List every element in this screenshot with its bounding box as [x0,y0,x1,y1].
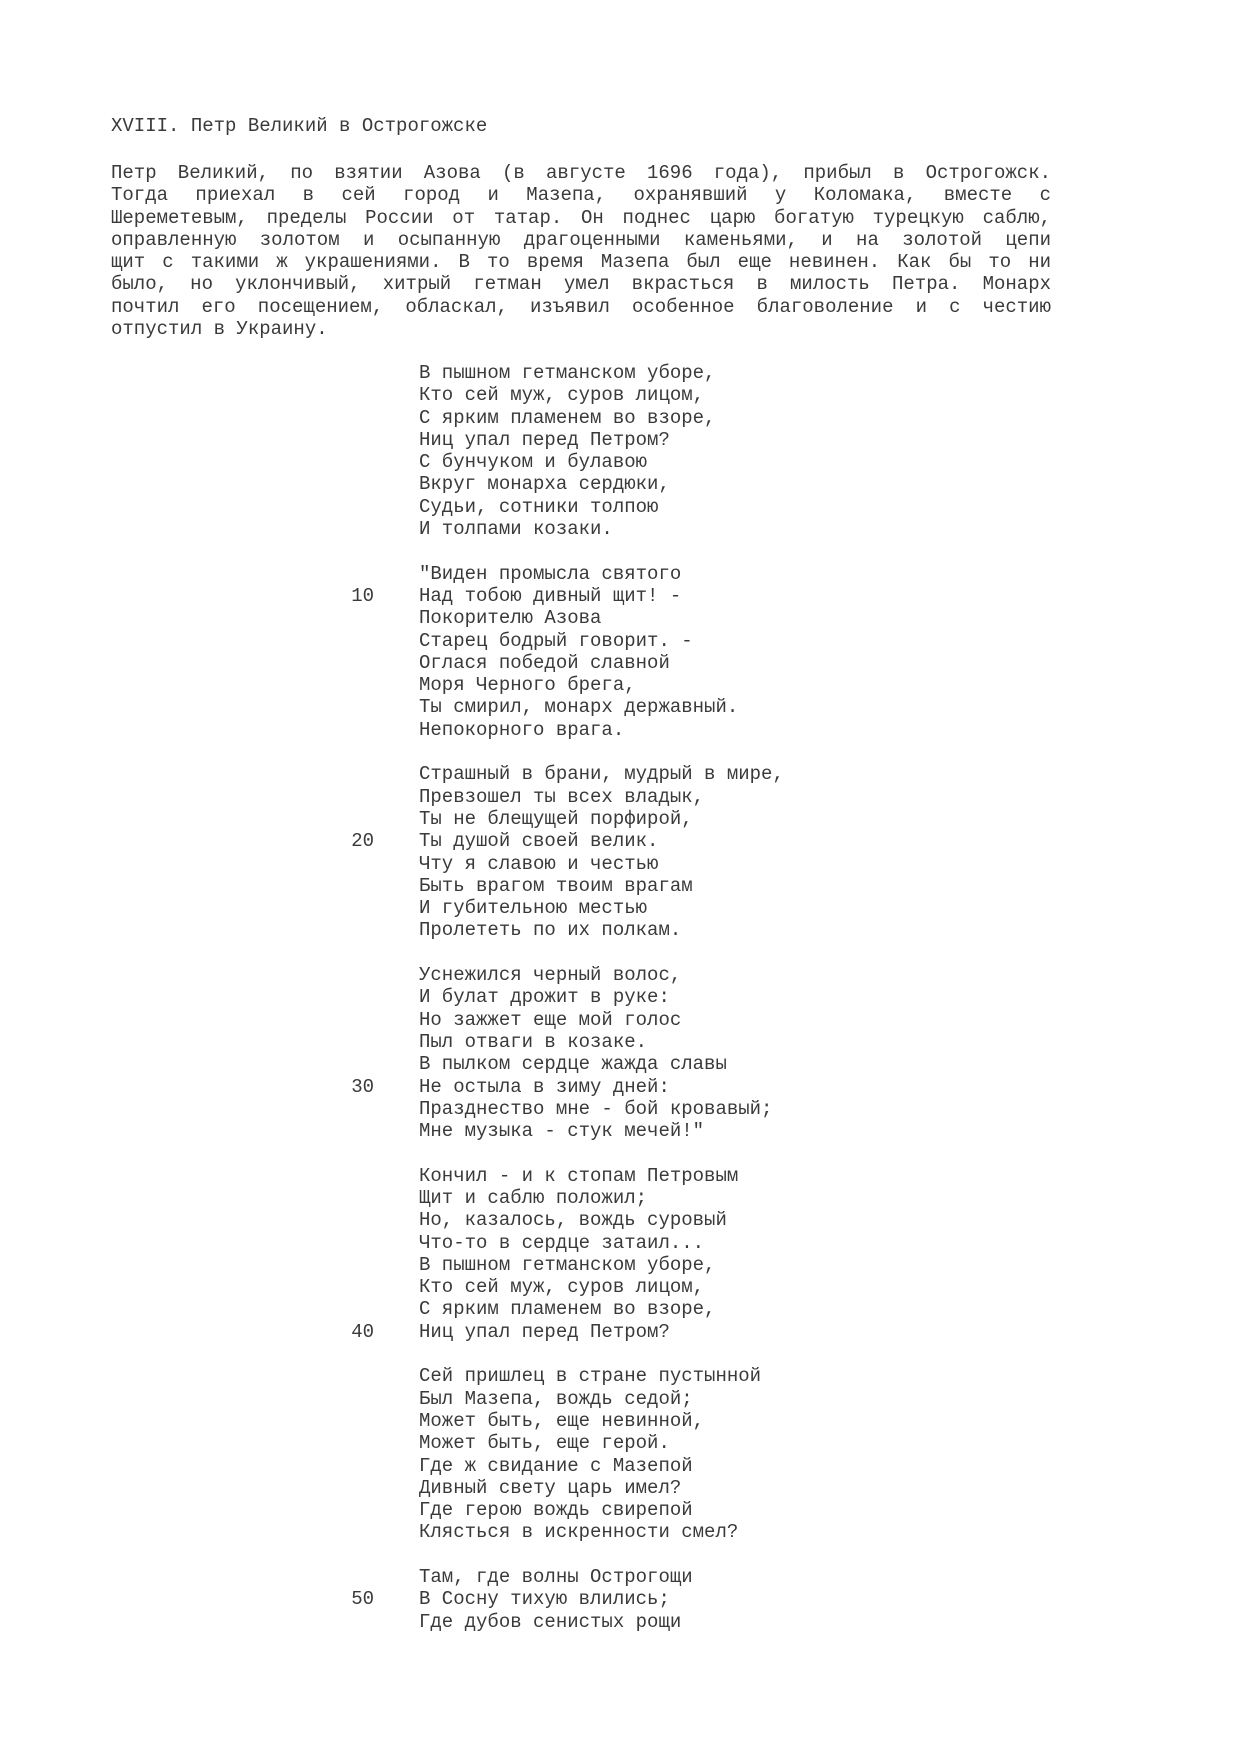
verse-text: Старец бодрый говорит. - [419,629,693,652]
verse-text: С ярким пламенем во взоре, [419,406,716,429]
verse-text: Быть врагом твоим врагам [419,874,693,897]
verse-text: Судьи, сотники толпою [419,495,659,518]
verse-text: Непокорного врага. [419,718,625,741]
verse-text: И булат дрожит в руке: [419,986,670,1009]
verse-text: Где ж свидание с Мазепой [419,1454,693,1477]
verse-text: Кончил - и к стопам Петровым [419,1164,739,1187]
verse-text: Щит и саблю положил; [419,1186,648,1209]
verse-text: Там, где волны Острогощи [419,1566,693,1589]
verse-text: Покорителю Азова [419,607,602,630]
verse-text: Дивный свету царь имел? [419,1476,682,1499]
verse-text: Где дубов сенистых рощи [419,1610,682,1633]
verse-text: Ты смирил, монарх державный. [419,696,739,719]
verse-text: Страшный в брани, мудрый в мире, [419,763,784,786]
verse-text: С ярким пламенем во взоре, [419,1298,716,1321]
page-title: XVIII. Петр Великий в Острогожске [111,115,488,137]
line-number: 30 [351,1075,374,1098]
verse-text: Над тобою дивный щит! - [419,584,682,607]
intro-paragraph [111,162,1051,340]
verse-text: В пышном гетманском уборе, [419,1253,716,1276]
verse-text: Пыл отваги в козаке. [419,1030,648,1053]
paragraph-line: Тогда приехал в сей город и Мазепа, охранявший у Коломака, вместе с [111,184,1051,207]
verse-text: Где герою вождь свирепой [419,1499,693,1522]
verse-text: Кто сей муж, суров лицом, [419,1276,705,1299]
paragraph-line: Шереметевым, пределы России от татар. Он поднес царю богатую турецкую саблю, [111,206,1051,229]
verse-text: Был Мазепа, вождь седой; [419,1387,693,1410]
verse-text: Ты душой своей велик. [419,830,659,853]
line-number: 40 [351,1320,374,1343]
verse-text: Может быть, еще невинной, [419,1409,705,1432]
verse-text: С бунчуком и булавою [419,451,648,474]
verse-text: "Виден промысла святого [419,562,682,585]
verse-text: Кто сей муж, суров лицом, [419,384,705,407]
verse-text: Чту я славою и честью [419,852,659,875]
verse-text: Ниц упал перед Петром? [419,428,670,451]
verse-text: Превзошел ты всех владык, [419,785,705,808]
paragraph-line: было, но уклончивый, хитрый гетман умел вкрасться в милость Петра. Монарх [111,273,1051,296]
verse-text: Мне музыка - стук мечей!" [419,1120,705,1143]
verse-text: Но зажжет еще мой голос [419,1008,682,1031]
paragraph-line: почтил его посещением, обласкал, изъявил особенное благоволение и с честию [111,295,1051,318]
line-number: 20 [351,830,374,853]
paragraph-line: оправленную золотом и осыпанную драгоценными каменьями, и на золотой цепи [111,228,1051,251]
paragraph-line: отпустил в Украину. [111,318,328,341]
verse-text: Празднество мне - бой кровавый; [419,1097,773,1120]
verse-text: И губительною местью [419,897,648,920]
verse-text: И толпами козаки. [419,518,613,541]
verse-text: Клясться в искренности смел? [419,1521,739,1544]
verse-text: Не остыла в зиму дней: [419,1075,670,1098]
verse-text: Пролететь по их полкам. [419,919,682,942]
line-number: 50 [351,1588,374,1611]
verse-text: Что-то в сердце затаил... [419,1231,705,1254]
paragraph-line: щит с такими ж украшениями. В то время Мазепа был еще невинен. Как бы то ни [111,251,1051,274]
verse-text: Ты не блещущей порфирой, [419,807,693,830]
verse-text: Но, казалось, вождь суровый [419,1209,727,1232]
verse-text: Вкруг монарха сердюки, [419,473,670,496]
line-number: 10 [351,584,374,607]
verse-text: Уснежился черный волос, [419,964,682,987]
verse-text: Моря Черного брега, [419,674,636,697]
verse-text: В пышном гетманском уборе, [419,362,716,384]
verse-text: Оглася победой славной [419,651,670,674]
verse-text: В Сосну тихую влились; [419,1588,670,1611]
verse-text: В пылком сердце жажда славы [419,1053,727,1076]
verse-text: Ниц упал перед Петром? [419,1320,670,1343]
paragraph-line: Петр Великий, по взятии Азова (в августе 1696 года), прибыл в Острогожск. [111,162,1051,184]
verse-text: Может быть, еще герой. [419,1432,670,1455]
verse-text: Сей пришлец в стране пустынной [419,1365,762,1388]
